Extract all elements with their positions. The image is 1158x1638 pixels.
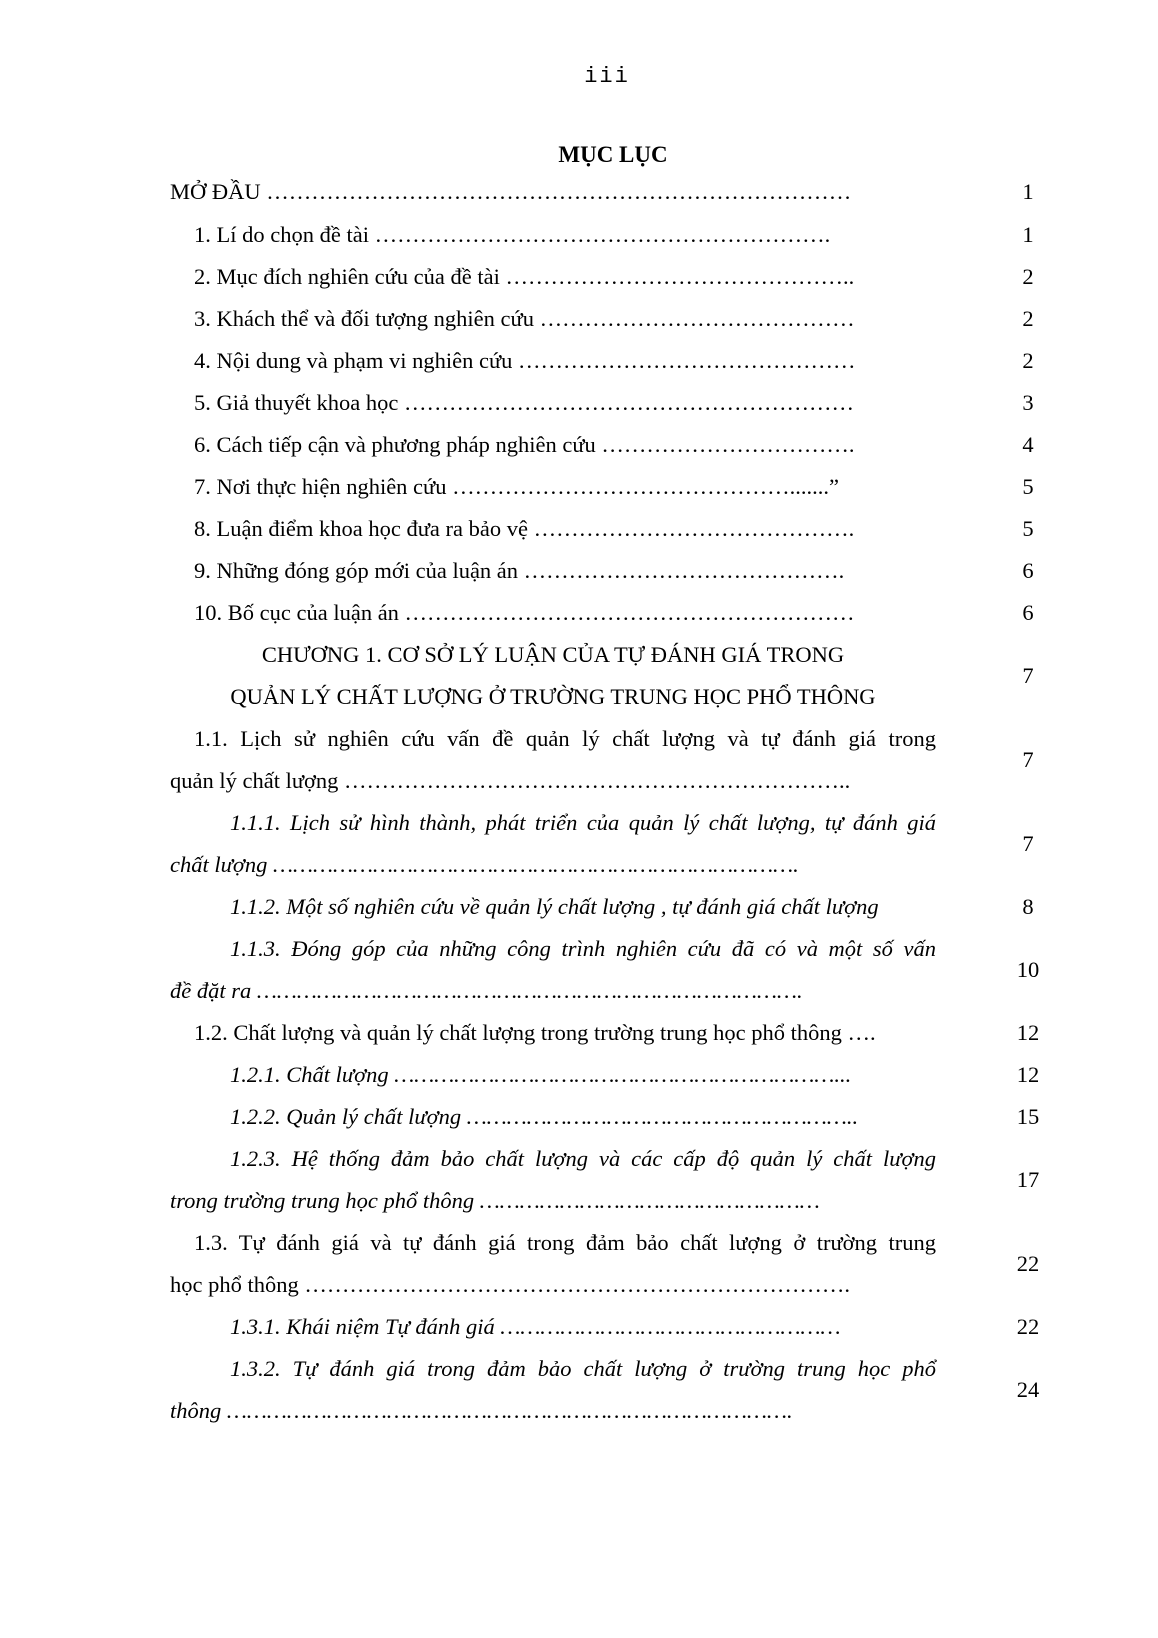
toc-entry-text: 1.1.1. Lịch sử hình thành, phát triển của quản lý chất lượng, tự đánh giá bbox=[230, 810, 936, 835]
toc-entry-text: QUẢN LÝ CHẤT LƯỢNG Ở TRƯỜNG TRUNG HỌC PHỔ THÔNG bbox=[230, 684, 876, 709]
toc-entry-page: 6 bbox=[1022, 558, 1034, 583]
toc-entry-text: 1.3.1. Khái niệm Tự đánh giá …………………………………………… bbox=[230, 1314, 841, 1339]
toc-entry-page: 12 bbox=[1016, 1062, 1040, 1087]
toc-title: MỤC LỤC bbox=[558, 142, 668, 167]
toc-entry-text: 5. Giả thuyết khoa học …………………………………………………… bbox=[194, 390, 854, 415]
toc-entry-text: quản lý chất lượng ………………………………………………………….. bbox=[170, 768, 851, 793]
toc-entry-text: 9. Những đóng góp mới của luận án ……………………………………. bbox=[194, 558, 845, 583]
toc-entry-page: 22 bbox=[1016, 1251, 1040, 1276]
toc-entry-page: 7 bbox=[1022, 663, 1034, 688]
toc-entry-text: 1.1.2. Một số nghiên cứu về quản lý chất lượng , tự đánh giá chất lượng bbox=[230, 894, 879, 919]
toc-entry-text: 8. Luận điểm khoa học đưa ra bảo vệ ……………………………………. bbox=[194, 516, 855, 541]
toc-entry-page: 5 bbox=[1022, 474, 1034, 499]
toc-entry-page: 15 bbox=[1016, 1104, 1040, 1129]
toc-entry-page: 7 bbox=[1022, 831, 1034, 856]
toc-entry-page: 8 bbox=[1022, 894, 1034, 919]
toc-entry-page: 12 bbox=[1016, 1020, 1040, 1045]
toc-entry-text: 1.2.1. Chất lượng …………………………………………………………... bbox=[230, 1062, 852, 1087]
toc-entry-text: MỞ ĐẦU …………………………………………………………………… bbox=[170, 179, 852, 204]
toc-entry-page: 17 bbox=[1016, 1167, 1040, 1192]
toc-entry-text: 1. Lí do chọn đề tài ……………………………………………………. bbox=[194, 222, 831, 247]
toc-entry-page: 4 bbox=[1022, 432, 1034, 457]
toc-entry-text: 1.2. Chất lượng và quản lý chất lượng trong trường trung học phổ thông …. bbox=[194, 1020, 876, 1045]
toc-entry-text: 1.1.3. Đóng góp của những công trình nghiên cứu đã có và một số vấn bbox=[230, 936, 936, 961]
toc-entry-page: 5 bbox=[1022, 516, 1034, 541]
toc-entry-text: 1.3. Tự đánh giá và tự đánh giá trong đảm bảo chất lượng ở trường trung bbox=[194, 1230, 936, 1255]
toc-entry-page: 24 bbox=[1016, 1377, 1040, 1402]
toc-entry-page: 22 bbox=[1016, 1314, 1040, 1339]
toc-entry-text: 6. Cách tiếp cận và phương pháp nghiên cứu ……………………………. bbox=[194, 432, 855, 457]
toc-entry-text: 10. Bố cục của luận án …………………………………………………… bbox=[194, 600, 855, 625]
toc-entry-text: 1.1. Lịch sử nghiên cứu vấn đề quản lý chất lượng và tự đánh giá trong bbox=[194, 726, 936, 751]
toc-entry-text: chất lượng ……………………………………………………………………. bbox=[170, 852, 799, 877]
toc-entry-text: 1.2.3. Hệ thống đảm bảo chất lượng và các cấp độ quản lý chất lượng bbox=[230, 1146, 936, 1171]
toc-entry-text: trong trường trung học phổ thông …………………………………………… bbox=[170, 1188, 820, 1213]
toc-entry-page: 7 bbox=[1022, 747, 1034, 772]
toc-entry-text: 3. Khách thể và đối tượng nghiên cứu …………………………………… bbox=[194, 306, 855, 331]
toc-entry-page: 2 bbox=[1022, 348, 1034, 373]
toc-entry-text: CHƯƠNG 1. CƠ SỞ LÝ LUẬN CỦA TỰ ĐÁNH GIÁ TRONG bbox=[261, 642, 845, 667]
toc-entry-text: 1.2.2. Quản lý chất lượng ………………………………………………….. bbox=[230, 1104, 859, 1129]
toc-entry-page: 6 bbox=[1022, 600, 1034, 625]
toc-entry-text: học phổ thông ………………………………………………………………. bbox=[170, 1272, 850, 1297]
toc-entry-page: 1 bbox=[1022, 222, 1034, 247]
toc-entry-text: 2. Mục đích nghiên cứu của đề tài ……………………………………….. bbox=[194, 264, 855, 289]
toc-entry-page: 10 bbox=[1016, 957, 1040, 982]
toc-entry-text: 4. Nội dung và phạm vi nghiên cứu ……………………………………… bbox=[194, 348, 856, 373]
toc-entry-text: 1.3.2. Tự đánh giá trong đảm bảo chất lượng ở trường trung học phổ bbox=[230, 1356, 936, 1381]
toc-entry-page: 1 bbox=[1022, 179, 1034, 204]
toc-entry-text: đề đặt ra ………………………………………………………………………. bbox=[170, 978, 803, 1003]
toc-entry-page: 2 bbox=[1022, 264, 1034, 289]
page-number: iii bbox=[584, 64, 630, 89]
toc-entry-page: 2 bbox=[1022, 306, 1034, 331]
toc-entry-text: thông …………………………………………………………………………. bbox=[170, 1398, 793, 1423]
toc-entry-page: 3 bbox=[1022, 390, 1034, 415]
toc-entry-text: 7. Nơi thực hiện nghiên cứu ……………………………………….......” bbox=[194, 474, 839, 499]
